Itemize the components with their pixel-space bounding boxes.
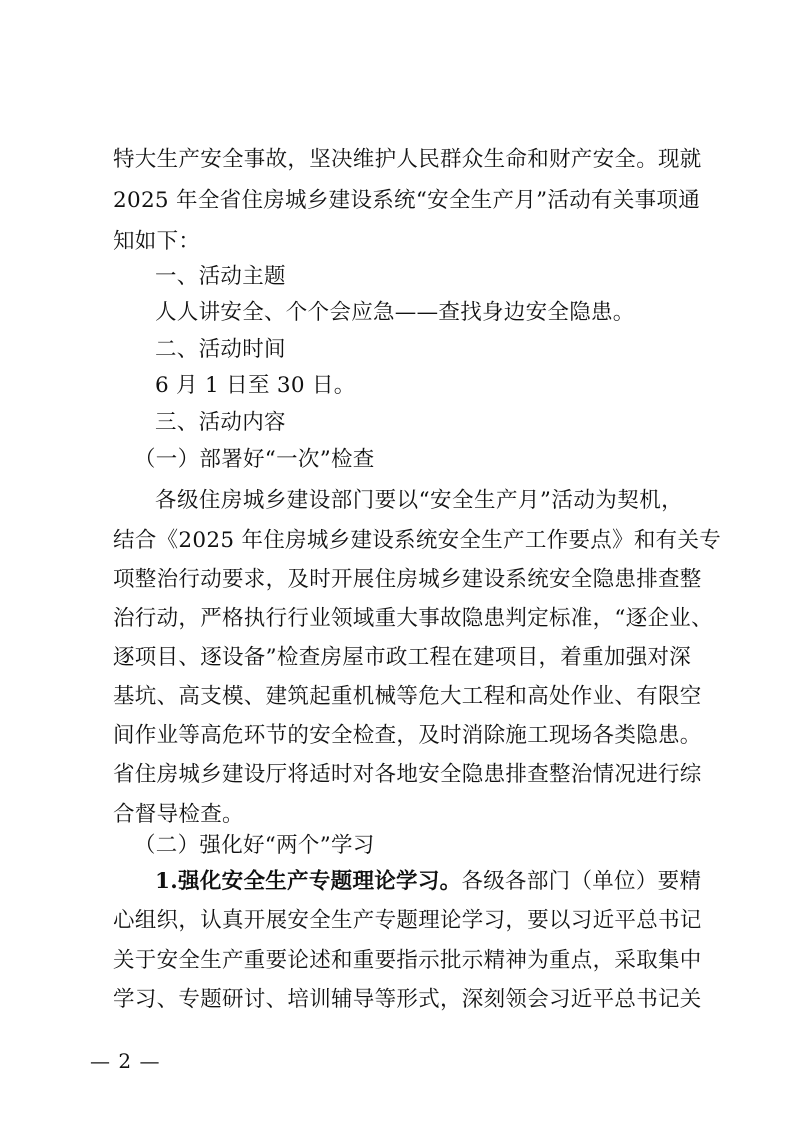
body-line: 心组织，认真开展安全生产专题理论学习，要以习近平总书记 (113, 908, 702, 933)
body-line: 人人讲安全、个个会应急——查找身边安全隐患。 (155, 300, 635, 325)
body-line: 6 月 1 日至 30 日。 (155, 373, 356, 398)
body-line: 结合《2025 年住房城乡建设系统安全生产工作要点》和有关专 (113, 528, 722, 553)
bold-lead-phrase: 1.强化安全生产专题理论学习。 (155, 869, 462, 894)
page-number: — 2 — (90, 1049, 161, 1073)
body-line: 知如下： (113, 229, 201, 254)
body-line-lead (155, 869, 702, 894)
body-line: 项整治行动要求，及时开展住房城乡建设系统安全隐患排查整 (113, 567, 702, 592)
subsection-heading: （一）部署好“一次”检查 (134, 447, 375, 472)
body-line: 关于安全生产重要论述和重要指示批示精神为重点，采取集中 (113, 948, 702, 973)
body-line: 省住房城乡建设厅将适时对各地安全隐患排查整治情况进行综 (113, 762, 702, 787)
lead-rest: 各级各部门（单位）要精 (461, 869, 702, 894)
subsection-heading: （二）强化好“两个”学习 (134, 833, 375, 858)
body-line: 各级住房城乡建设部门要以“安全生产月”活动为契机， (155, 488, 683, 513)
body-line: 逐项目、逐设备”检查房屋市政工程在建项目，着重加强对深 (113, 645, 692, 670)
section-heading-content: 三、活动内容 (155, 410, 286, 435)
body-line: 2025 年全省住房城乡建设系统“安全生产月”活动有关事项通 (113, 188, 701, 213)
section-heading-theme: 一、活动主题 (155, 264, 286, 289)
body-line: 学习、专题研讨、培训辅导等形式，深刻领会习近平总书记关 (113, 987, 702, 1012)
body-line: 间作业等高危环节的安全检查，及时消除施工现场各类隐患。 (113, 723, 702, 748)
body-line: 合督导检查。 (113, 802, 244, 827)
body-line: 基坑、高支模、建筑起重机械等危大工程和高处作业、有限空 (113, 684, 702, 709)
body-line: 特大生产安全事故，坚决维护人民群众生命和财产安全。现就 (113, 147, 702, 172)
section-heading-time: 二、活动时间 (155, 337, 286, 362)
body-line: 治行动，严格执行行业领域重大事故隐患判定标准，“逐企业、 (113, 606, 713, 631)
